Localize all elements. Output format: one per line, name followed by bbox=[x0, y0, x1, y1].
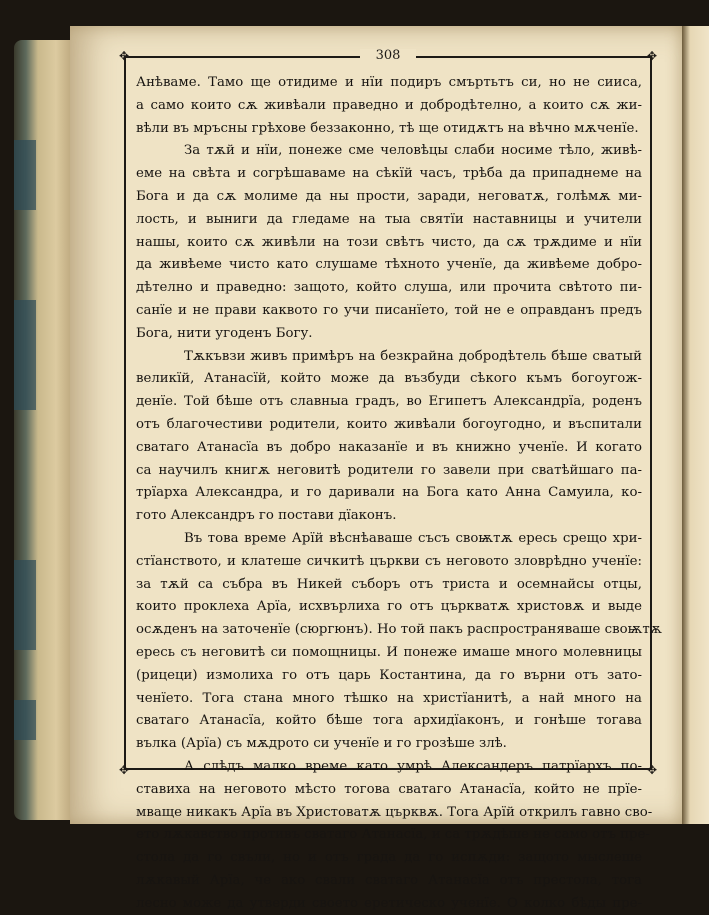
text-line: вълка (Арїа) съ мѫдрото си ученїе и го грозѣше злѣ. bbox=[136, 736, 507, 752]
text-line: ето лѫкавство противъ сватаго Атанасїа, и са трѫдѣше не само отъ пре- bbox=[136, 827, 650, 843]
text-line: а само които сѫ живѣали праведно и добродѣтелно, а които сѫ жи- bbox=[136, 97, 642, 113]
frame-ornament-icon: ✥ bbox=[646, 763, 658, 777]
text-line: еме на свѣта и согрѣшаваме на сѣкїй часъ, трѣба да припаднеме на bbox=[136, 166, 642, 182]
text-line: са научилъ книгѫ неговитѣ родители го завели при сватѣйшаго па- bbox=[136, 462, 642, 478]
text-line: гото Александръ го постави дїаконъ. bbox=[136, 508, 397, 524]
text-line: лость, и выниги да гледаме на тыа святїи наставницы и учители bbox=[136, 211, 642, 227]
page-edge-stripe bbox=[14, 560, 36, 650]
text-line: които проклеха Арїа, исхвърлиха го отъ църкватѫ христовѫ и выде bbox=[136, 599, 642, 615]
text-line: За тѫй и нїи, понеже сме человѣцы слаби носиме тѣло, живѣ- bbox=[184, 143, 642, 159]
text-line: трїарха Александра, и го даривали на Бога като Анна Самуила, ко- bbox=[136, 485, 642, 501]
text-line: сватаго Атанасїа въ добро наказанїе и въ книжно ученїе. И когато bbox=[136, 439, 642, 455]
text-line: лесно може да утверди своето еретическо ученїе. О колко бѣды пре- bbox=[136, 895, 642, 911]
text-line: санїе и не прави каквото го учи писанїето, той не е оправданъ предъ bbox=[136, 302, 642, 318]
text-line: ересь съ неговитѣ си помощницы. И понеже имаше много молевницы bbox=[136, 644, 642, 660]
page-edge-stripe bbox=[14, 140, 36, 210]
page-edge-stripe bbox=[14, 300, 36, 410]
text-line: Въ това време Арїй вѣснѣаваше съсъ своѭтѫ ересь срещо хри- bbox=[184, 530, 642, 546]
text-line: сватаго Атанасїа, който бѣше тога архидїаконъ, и гонѣше тогава bbox=[136, 713, 642, 729]
frame-ornament-icon: ✥ bbox=[118, 49, 130, 63]
facing-page-edge bbox=[682, 26, 709, 824]
frame-ornament-icon: ✥ bbox=[118, 763, 130, 777]
text-line: лѫкавый Арїа, че ако свали сватаго Атанасїа отъ престола, тога bbox=[136, 872, 642, 888]
text-line: (рицеци) измолиха го отъ царь Костантина, да го върни отъ зато- bbox=[136, 667, 642, 683]
text-line: вѣли въ мръсны грѣхове беззаконно, тѣ ще отидѫтъ на вѣчно мѫченїе. bbox=[136, 120, 639, 136]
text-line: дѣтелно и праведно: защото, който слуша, или прочита свѣтото пи- bbox=[136, 280, 642, 296]
text-line: да живѣеме чисто като слушаме тѣхното ученїе, да живѣеме добро- bbox=[136, 257, 642, 273]
text-line: отъ благочестиви родители, които живѣали богоугодно, и въспитали bbox=[136, 416, 642, 432]
text-line: осѫденъ на заточенїе (сюргюнъ). Но той пакъ распространяваше своѭтѫ bbox=[136, 622, 662, 638]
text-line: Бога, нити угоденъ Богу. bbox=[136, 325, 313, 341]
frame-ornament-icon: ✥ bbox=[646, 49, 658, 63]
body-text bbox=[136, 72, 662, 915]
text-line: ченїето. Тога стана много тѣшко на христїанитѣ, а най много на bbox=[136, 690, 642, 706]
text-line: стїанството, и клатеше сичкитѣ църкви съ неговото зловрѣдно ученїе: bbox=[136, 553, 642, 569]
text-line: А слѣдъ малко време като умрѣ Александеръ патрїархъ по- bbox=[184, 758, 642, 774]
page-edge-stripe bbox=[14, 700, 36, 740]
text-line: Тѫкъвзи живъ примѣръ на безкрайна добродѣтель бѣше сватый bbox=[184, 348, 642, 364]
text-line: Анѣваме. Тамо ще отидиме и нїи подиръ смъртьтъ си, но не сииса, bbox=[136, 75, 642, 90]
text-line: великїй, Атанасїй, който може да възбуди сѣкого къмъ богоугож- bbox=[136, 371, 642, 387]
text-line: нашы, които сѫ живѣли на този свѣтъ чисто, да сѫ трѫдиме и нїи bbox=[136, 234, 642, 250]
text-line: стола да го свъли, но и отъ града да го испѫди: защото мыслеше bbox=[136, 850, 642, 866]
text-line: за тѫй са събра въ Никей съборъ отъ триста и осемнайсы отцы, bbox=[136, 576, 642, 592]
page-number: 308 bbox=[360, 49, 416, 63]
text-line: Бога и да сѫ молиме да ны прости, заради, неговатѫ, голѣмѫ ми- bbox=[136, 188, 642, 204]
text-line: мваще никакъ Арїа въ Христоватѫ църквѫ. Тога Арїй открилъ гавно сво- bbox=[136, 804, 653, 820]
text-line: денїе. Той бѣше отъ славныа градъ, во Египетъ Александрїа, роденъ bbox=[136, 394, 642, 410]
text-line: ставиха на неговото мѣсто тогова сватаго Атанасїа, който не прїе- bbox=[136, 781, 642, 797]
